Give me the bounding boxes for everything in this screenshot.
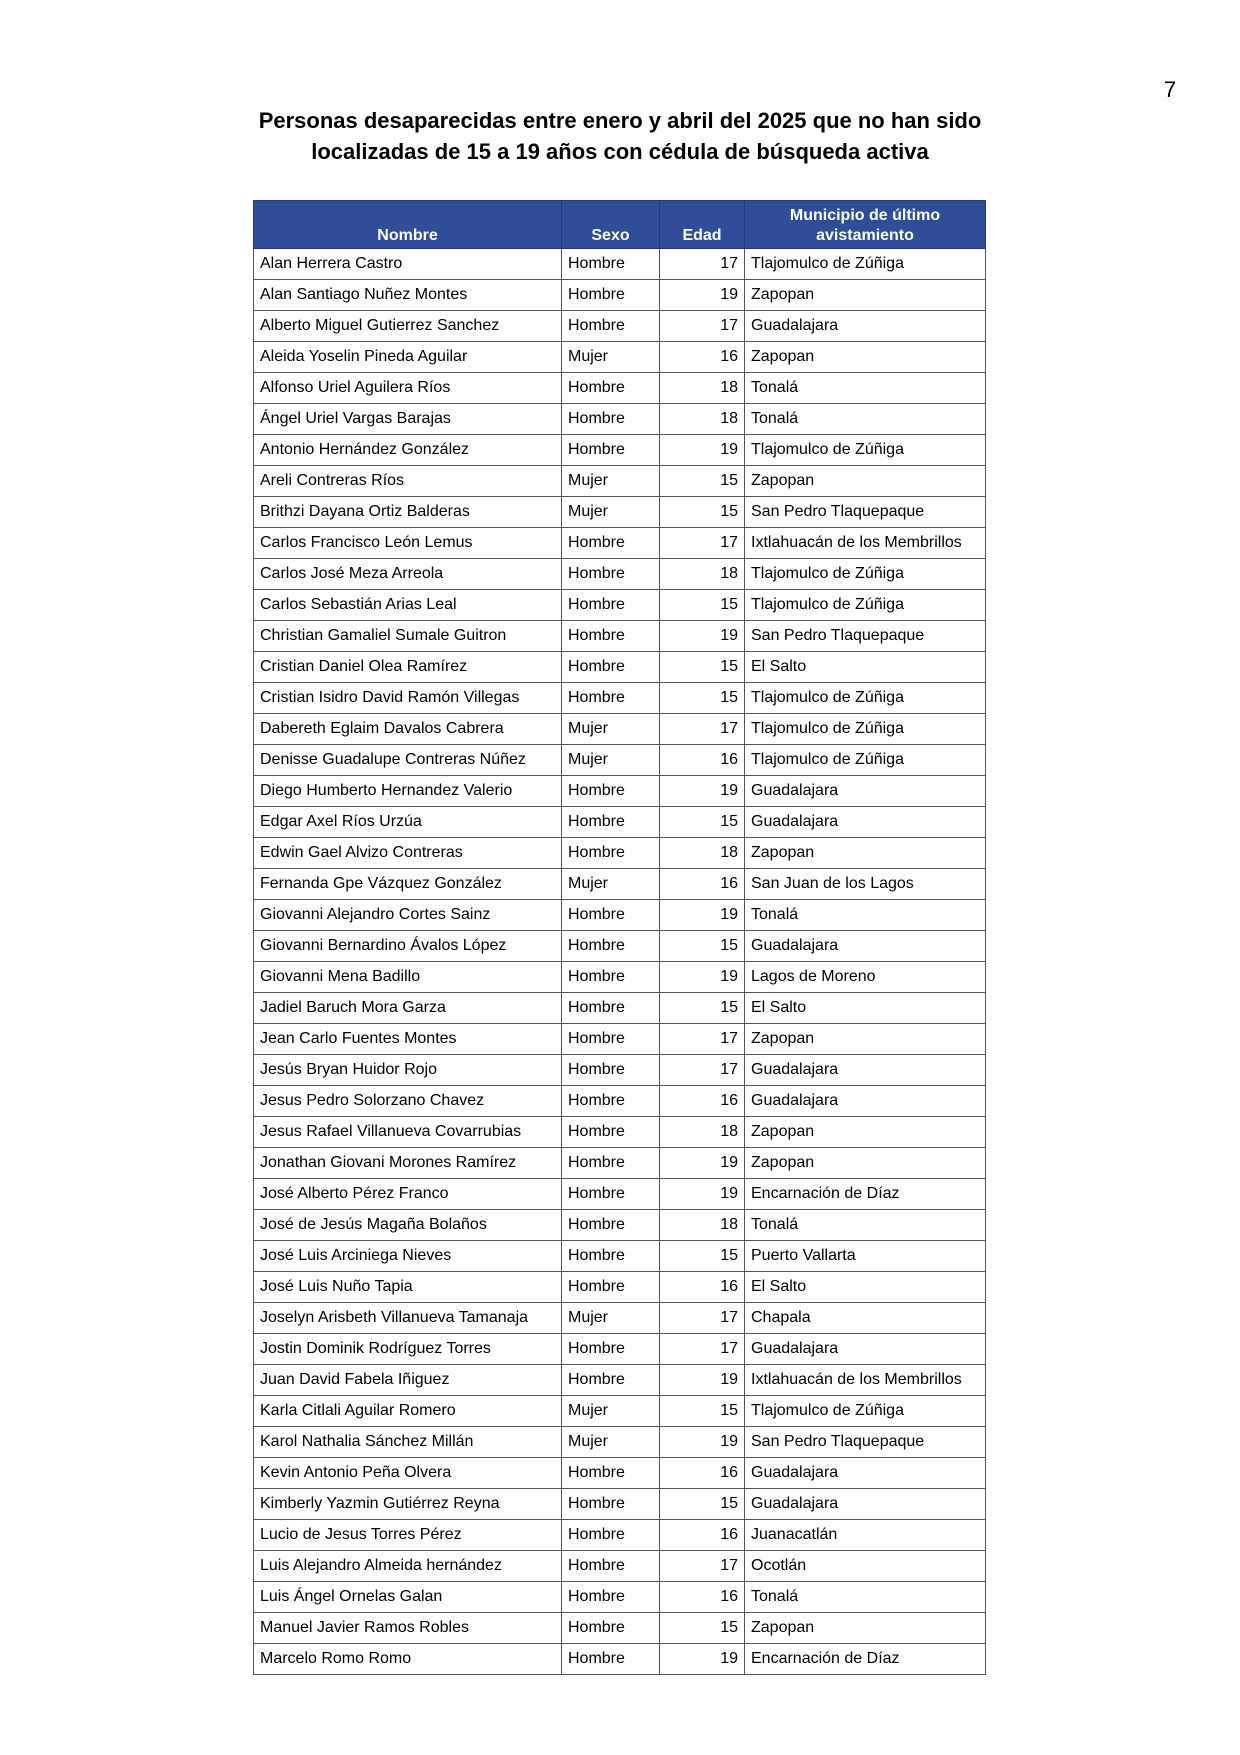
cell-municipio: Ixtlahuacán de los Membrillos [745, 528, 986, 559]
cell-nombre: Edgar Axel Ríos Urzúa [254, 807, 562, 838]
cell-municipio: Tlajomulco de Zúñiga [745, 559, 986, 590]
cell-sexo: Mujer [562, 342, 660, 373]
table-row [254, 1117, 986, 1148]
cell-sexo: Mujer [562, 466, 660, 497]
cell-nombre: Jesús Bryan Huidor Rojo [254, 1055, 562, 1086]
cell-sexo: Mujer [562, 497, 660, 528]
page-title [230, 105, 1010, 167]
cell-nombre: Karla Citlali Aguilar Romero [254, 1396, 562, 1427]
cell-sexo: Mujer [562, 1396, 660, 1427]
cell-nombre: Jesus Rafael Villanueva Covarrubias [254, 1117, 562, 1148]
table-row [254, 342, 986, 373]
cell-municipio: Guadalajara [745, 1458, 986, 1489]
table-row [254, 1334, 986, 1365]
table-row [254, 776, 986, 807]
cell-edad: 15 [660, 590, 745, 621]
cell-municipio: Tlajomulco de Zúñiga [745, 249, 986, 280]
cell-nombre: Carlos José Meza Arreola [254, 559, 562, 590]
table-row [254, 1210, 986, 1241]
table-row [254, 745, 986, 776]
table-row [254, 1272, 986, 1303]
cell-municipio: Guadalajara [745, 807, 986, 838]
cell-nombre: Carlos Francisco León Lemus [254, 528, 562, 559]
cell-sexo: Mujer [562, 869, 660, 900]
cell-sexo: Mujer [562, 1303, 660, 1334]
table-row [254, 1365, 986, 1396]
cell-sexo: Mujer [562, 1427, 660, 1458]
cell-municipio: San Pedro Tlaquepaque [745, 1427, 986, 1458]
cell-municipio: Tlajomulco de Zúñiga [745, 714, 986, 745]
cell-edad: 19 [660, 621, 745, 652]
cell-nombre: Manuel Javier Ramos Robles [254, 1613, 562, 1644]
cell-municipio: Guadalajara [745, 931, 986, 962]
cell-edad: 17 [660, 1551, 745, 1582]
cell-edad: 19 [660, 1427, 745, 1458]
table-row [254, 1551, 986, 1582]
cell-sexo: Hombre [562, 1365, 660, 1396]
cell-sexo: Hombre [562, 1489, 660, 1520]
cell-nombre: Jadiel Baruch Mora Garza [254, 993, 562, 1024]
cell-municipio: Tlajomulco de Zúñiga [745, 435, 986, 466]
cell-edad: 19 [660, 1179, 745, 1210]
cell-sexo: Hombre [562, 590, 660, 621]
cell-sexo: Hombre [562, 1241, 660, 1272]
cell-municipio: Tlajomulco de Zúñiga [745, 683, 986, 714]
cell-edad: 15 [660, 931, 745, 962]
cell-edad: 17 [660, 249, 745, 280]
cell-municipio: Ixtlahuacán de los Membrillos [745, 1365, 986, 1396]
cell-municipio: El Salto [745, 1272, 986, 1303]
cell-edad: 18 [660, 373, 745, 404]
table-row [254, 1303, 986, 1334]
cell-nombre: Jesus Pedro Solorzano Chavez [254, 1086, 562, 1117]
cell-municipio: Zapopan [745, 280, 986, 311]
page-number: 7 [1163, 77, 1177, 102]
table-row [254, 528, 986, 559]
table-row [254, 280, 986, 311]
cell-nombre: Kimberly Yazmin Gutiérrez Reyna [254, 1489, 562, 1520]
cell-nombre: Alfonso Uriel Aguilera Ríos [254, 373, 562, 404]
cell-edad: 15 [660, 807, 745, 838]
cell-edad: 15 [660, 497, 745, 528]
cell-nombre: Luis Ángel Ornelas Galan [254, 1582, 562, 1613]
cell-sexo: Hombre [562, 280, 660, 311]
cell-edad: 15 [660, 993, 745, 1024]
cell-edad: 17 [660, 1055, 745, 1086]
cell-edad: 19 [660, 900, 745, 931]
cell-sexo: Hombre [562, 1055, 660, 1086]
cell-edad: 17 [660, 1024, 745, 1055]
cell-municipio: El Salto [745, 652, 986, 683]
cell-edad: 18 [660, 559, 745, 590]
table-row [254, 404, 986, 435]
table-row [254, 1520, 986, 1551]
cell-nombre: Joselyn Arisbeth Villanueva Tamanaja [254, 1303, 562, 1334]
cell-municipio: Ocotlán [745, 1551, 986, 1582]
table-row [254, 311, 986, 342]
cell-edad: 15 [660, 1613, 745, 1644]
column-header-sexo: Sexo [562, 201, 660, 249]
table-row [254, 714, 986, 745]
cell-nombre: Cristian Daniel Olea Ramírez [254, 652, 562, 683]
cell-edad: 16 [660, 1582, 745, 1613]
cell-edad: 16 [660, 1520, 745, 1551]
cell-sexo: Hombre [562, 776, 660, 807]
cell-sexo: Hombre [562, 404, 660, 435]
table-row [254, 590, 986, 621]
missing-persons-table [253, 200, 986, 1675]
cell-nombre: Carlos Sebastián Arias Leal [254, 590, 562, 621]
table-row [254, 1613, 986, 1644]
cell-edad: 15 [660, 1396, 745, 1427]
table-row [254, 838, 986, 869]
column-header-edad: Edad [660, 201, 745, 249]
cell-nombre: Fernanda Gpe Vázquez González [254, 869, 562, 900]
table-row [254, 900, 986, 931]
cell-edad: 15 [660, 1241, 745, 1272]
table-row [254, 931, 986, 962]
cell-sexo: Hombre [562, 1613, 660, 1644]
cell-sexo: Hombre [562, 1148, 660, 1179]
cell-nombre: José Alberto Pérez Franco [254, 1179, 562, 1210]
table-row [254, 1489, 986, 1520]
cell-nombre: Denisse Guadalupe Contreras Núñez [254, 745, 562, 776]
cell-sexo: Hombre [562, 621, 660, 652]
cell-edad: 19 [660, 1365, 745, 1396]
cell-nombre: Giovanni Mena Badillo [254, 962, 562, 993]
cell-edad: 16 [660, 342, 745, 373]
cell-municipio: Zapopan [745, 1148, 986, 1179]
table-row [254, 1086, 986, 1117]
cell-sexo: Hombre [562, 1520, 660, 1551]
table-row [254, 559, 986, 590]
cell-edad: 16 [660, 1086, 745, 1117]
cell-nombre: Lucio de Jesus Torres Pérez [254, 1520, 562, 1551]
cell-municipio: El Salto [745, 993, 986, 1024]
table-row [254, 1055, 986, 1086]
table-row [254, 466, 986, 497]
cell-sexo: Mujer [562, 714, 660, 745]
cell-municipio: Tlajomulco de Zúñiga [745, 590, 986, 621]
cell-municipio: Zapopan [745, 342, 986, 373]
table-row [254, 435, 986, 466]
cell-edad: 18 [660, 838, 745, 869]
cell-sexo: Hombre [562, 1458, 660, 1489]
cell-nombre: Giovanni Bernardino Ávalos López [254, 931, 562, 962]
cell-municipio: Zapopan [745, 466, 986, 497]
cell-nombre: Christian Gamaliel Sumale Guitron [254, 621, 562, 652]
table-row [254, 1427, 986, 1458]
cell-sexo: Hombre [562, 652, 660, 683]
table-row [254, 1458, 986, 1489]
cell-sexo: Hombre [562, 807, 660, 838]
cell-sexo: Hombre [562, 1334, 660, 1365]
cell-edad: 17 [660, 1303, 745, 1334]
cell-nombre: Kevin Antonio Peña Olvera [254, 1458, 562, 1489]
cell-municipio: San Juan de los Lagos [745, 869, 986, 900]
cell-municipio: Chapala [745, 1303, 986, 1334]
cell-edad: 15 [660, 652, 745, 683]
cell-nombre: José de Jesús Magaña Bolaños [254, 1210, 562, 1241]
cell-sexo: Hombre [562, 1644, 660, 1675]
cell-edad: 19 [660, 435, 745, 466]
column-header-nombre: Nombre [254, 201, 562, 249]
cell-nombre: Ángel Uriel Vargas Barajas [254, 404, 562, 435]
cell-edad: 16 [660, 1458, 745, 1489]
cell-edad: 16 [660, 745, 745, 776]
cell-sexo: Hombre [562, 900, 660, 931]
cell-edad: 18 [660, 1117, 745, 1148]
table-row [254, 962, 986, 993]
cell-sexo: Hombre [562, 1210, 660, 1241]
table-row [254, 652, 986, 683]
cell-nombre: Aleida Yoselin Pineda Aguilar [254, 342, 562, 373]
table-row [254, 1241, 986, 1272]
title-line-2: localizadas de 15 a 19 años con cédula de búsqueda activa [311, 139, 929, 164]
cell-municipio: Zapopan [745, 838, 986, 869]
cell-municipio: Tlajomulco de Zúñiga [745, 1396, 986, 1427]
cell-nombre: Juan David Fabela Iñiguez [254, 1365, 562, 1396]
cell-edad: 18 [660, 404, 745, 435]
cell-edad: 16 [660, 869, 745, 900]
cell-sexo: Hombre [562, 962, 660, 993]
table-row [254, 1644, 986, 1675]
cell-nombre: Cristian Isidro David Ramón Villegas [254, 683, 562, 714]
cell-sexo: Hombre [562, 249, 660, 280]
table-row [254, 373, 986, 404]
cell-sexo: Hombre [562, 993, 660, 1024]
cell-sexo: Hombre [562, 683, 660, 714]
cell-municipio: Lagos de Moreno [745, 962, 986, 993]
cell-municipio: Tlajomulco de Zúñiga [745, 745, 986, 776]
cell-municipio: San Pedro Tlaquepaque [745, 621, 986, 652]
cell-sexo: Hombre [562, 1024, 660, 1055]
cell-sexo: Hombre [562, 1086, 660, 1117]
table-row [254, 1396, 986, 1427]
cell-municipio: Tonalá [745, 373, 986, 404]
cell-municipio: Tonalá [745, 1210, 986, 1241]
cell-municipio: Zapopan [745, 1024, 986, 1055]
cell-sexo: Hombre [562, 1179, 660, 1210]
cell-municipio: Juanacatlán [745, 1520, 986, 1551]
cell-municipio: Guadalajara [745, 1055, 986, 1086]
cell-nombre: Edwin Gael Alvizo Contreras [254, 838, 562, 869]
cell-sexo: Hombre [562, 1272, 660, 1303]
table-row [254, 1148, 986, 1179]
table-header-row [254, 201, 986, 249]
cell-edad: 19 [660, 776, 745, 807]
cell-municipio: Puerto Vallarta [745, 1241, 986, 1272]
table-row [254, 1024, 986, 1055]
cell-edad: 19 [660, 1644, 745, 1675]
cell-edad: 15 [660, 466, 745, 497]
cell-sexo: Hombre [562, 931, 660, 962]
cell-nombre: Karol Nathalia Sánchez Millán [254, 1427, 562, 1458]
cell-nombre: Jean Carlo Fuentes Montes [254, 1024, 562, 1055]
table-row [254, 497, 986, 528]
table-row [254, 683, 986, 714]
cell-nombre: Brithzi Dayana Ortiz Balderas [254, 497, 562, 528]
cell-sexo: Hombre [562, 435, 660, 466]
table-row [254, 249, 986, 280]
cell-municipio: Guadalajara [745, 1086, 986, 1117]
cell-edad: 19 [660, 1148, 745, 1179]
cell-edad: 15 [660, 1489, 745, 1520]
cell-municipio: Guadalajara [745, 1334, 986, 1365]
cell-nombre: José Luis Nuño Tapia [254, 1272, 562, 1303]
cell-municipio: Tonalá [745, 1582, 986, 1613]
cell-nombre: Luis Alejandro Almeida hernández [254, 1551, 562, 1582]
cell-nombre: Alan Santiago Nuñez Montes [254, 280, 562, 311]
cell-nombre: Alberto Miguel Gutierrez Sanchez [254, 311, 562, 342]
table-row [254, 1582, 986, 1613]
cell-nombre: Giovanni Alejandro Cortes Sainz [254, 900, 562, 931]
cell-edad: 19 [660, 280, 745, 311]
table-body [254, 249, 986, 1675]
cell-nombre: Areli Contreras Ríos [254, 466, 562, 497]
cell-nombre: Antonio Hernández González [254, 435, 562, 466]
cell-municipio: Encarnación de Díaz [745, 1179, 986, 1210]
cell-sexo: Hombre [562, 1582, 660, 1613]
cell-municipio: Guadalajara [745, 1489, 986, 1520]
cell-sexo: Hombre [562, 559, 660, 590]
cell-edad: 17 [660, 714, 745, 745]
cell-edad: 17 [660, 1334, 745, 1365]
cell-municipio: Tonalá [745, 404, 986, 435]
cell-sexo: Mujer [562, 745, 660, 776]
column-header-municipio: Municipio de último avistamiento [745, 201, 986, 249]
cell-nombre: Marcelo Romo Romo [254, 1644, 562, 1675]
table-row [254, 869, 986, 900]
cell-municipio: Guadalajara [745, 776, 986, 807]
cell-nombre: Dabereth Eglaim Davalos Cabrera [254, 714, 562, 745]
cell-municipio: Zapopan [745, 1613, 986, 1644]
table-row [254, 621, 986, 652]
cell-nombre: Alan Herrera Castro [254, 249, 562, 280]
cell-edad: 17 [660, 311, 745, 342]
cell-municipio: Zapopan [745, 1117, 986, 1148]
cell-edad: 17 [660, 528, 745, 559]
table-row [254, 993, 986, 1024]
cell-edad: 19 [660, 962, 745, 993]
cell-edad: 18 [660, 1210, 745, 1241]
cell-municipio: Tonalá [745, 900, 986, 931]
cell-sexo: Hombre [562, 838, 660, 869]
cell-nombre: Jonathan Giovani Morones Ramírez [254, 1148, 562, 1179]
cell-sexo: Hombre [562, 311, 660, 342]
cell-municipio: Encarnación de Díaz [745, 1644, 986, 1675]
title-line-1: Personas desaparecidas entre enero y abril del 2025 que no han sido [258, 108, 982, 133]
cell-sexo: Hombre [562, 1551, 660, 1582]
table-row [254, 807, 986, 838]
cell-nombre: José Luis Arciniega Nieves [254, 1241, 562, 1272]
cell-edad: 16 [660, 1272, 745, 1303]
cell-sexo: Hombre [562, 373, 660, 404]
cell-nombre: Jostin Dominik Rodríguez Torres [254, 1334, 562, 1365]
cell-nombre: Diego Humberto Hernandez Valerio [254, 776, 562, 807]
cell-municipio: Guadalajara [745, 311, 986, 342]
cell-edad: 15 [660, 683, 745, 714]
table-row [254, 1179, 986, 1210]
cell-sexo: Hombre [562, 1117, 660, 1148]
cell-municipio: San Pedro Tlaquepaque [745, 497, 986, 528]
cell-sexo: Hombre [562, 528, 660, 559]
